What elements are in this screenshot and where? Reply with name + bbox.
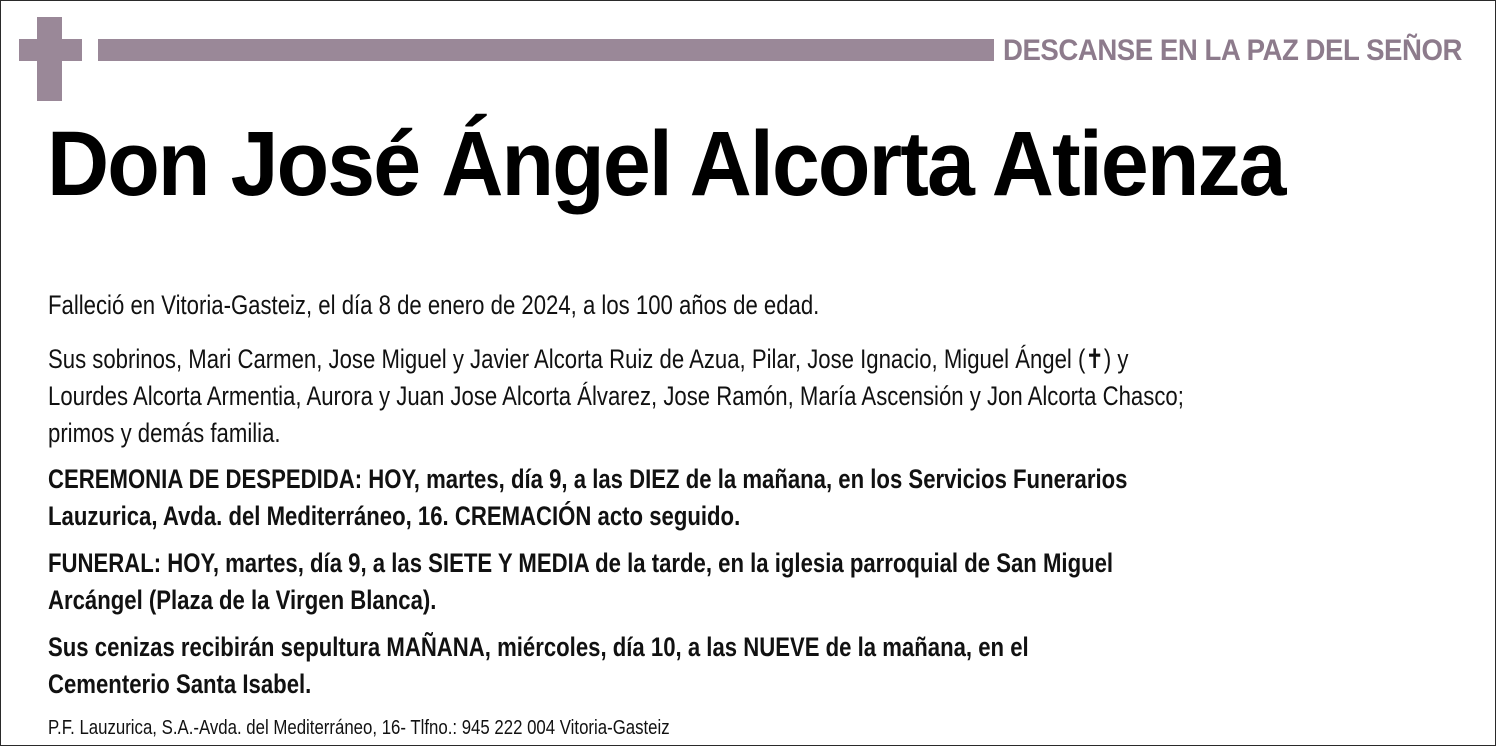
tagline: DESCANSE EN LA PAZ DEL SEÑOR bbox=[1003, 34, 1462, 67]
ceremony-line: CEREMONIA DE DESPEDIDA: HOY, martes, día 9, a las DIEZ de la mañana, en los Servicios Funerarios bbox=[48, 464, 1128, 494]
family-paragraph bbox=[48, 341, 1229, 452]
header-rule bbox=[98, 39, 994, 61]
deceased-name: Don José Ángel Alcorta Atienza bbox=[47, 113, 1285, 215]
funeral-line: Arcángel (Plaza de la Virgen Blanca). bbox=[48, 585, 437, 615]
death-notice bbox=[48, 287, 1229, 324]
funeral-home-footer: P.F. Lauzurica, S.A.-Avda. del Mediterráneo, 16- Tlfno.: 945 222 004 Vitoria-Gasteiz bbox=[48, 717, 670, 739]
death-notice-text: Falleció en Vitoria-Gasteiz, el día 8 de enero de 2024, a los 100 años de edad. bbox=[48, 290, 820, 320]
cross-icon-arm bbox=[19, 39, 82, 61]
family-line: primos y demás familia. bbox=[48, 418, 281, 448]
family-line: Lourdes Alcorta Armentia, Aurora y Juan Jose Alcorta Álvarez, Jose Ramón, María Ascensión y Jon Alcorta Chasco; bbox=[48, 381, 1184, 411]
burial-line: Cementerio Santa Isabel. bbox=[48, 669, 312, 699]
burial-line: Sus cenizas recibirán sepultura MAÑANA, miércoles, día 10, a las NUEVE de la mañana, en el bbox=[48, 632, 1029, 662]
family-line: Sus sobrinos, Mari Carmen, Jose Miguel y Javier Alcorta Ruiz de Azua, Pilar, Jose Ignacio, Miguel Ángel (✝) y bbox=[48, 344, 1129, 374]
burial-paragraph bbox=[48, 629, 1229, 703]
funeral-line: FUNERAL: HOY, martes, día 9, a las SIETE Y MEDIA de la tarde, en la iglesia parroquial de San Miguel bbox=[48, 548, 1114, 578]
funeral-paragraph bbox=[48, 545, 1229, 619]
ceremony-paragraph bbox=[48, 461, 1229, 535]
ceremony-line: Lauzurica, Avda. del Mediterráneo, 16. CREMACIÓN acto seguido. bbox=[48, 501, 741, 531]
